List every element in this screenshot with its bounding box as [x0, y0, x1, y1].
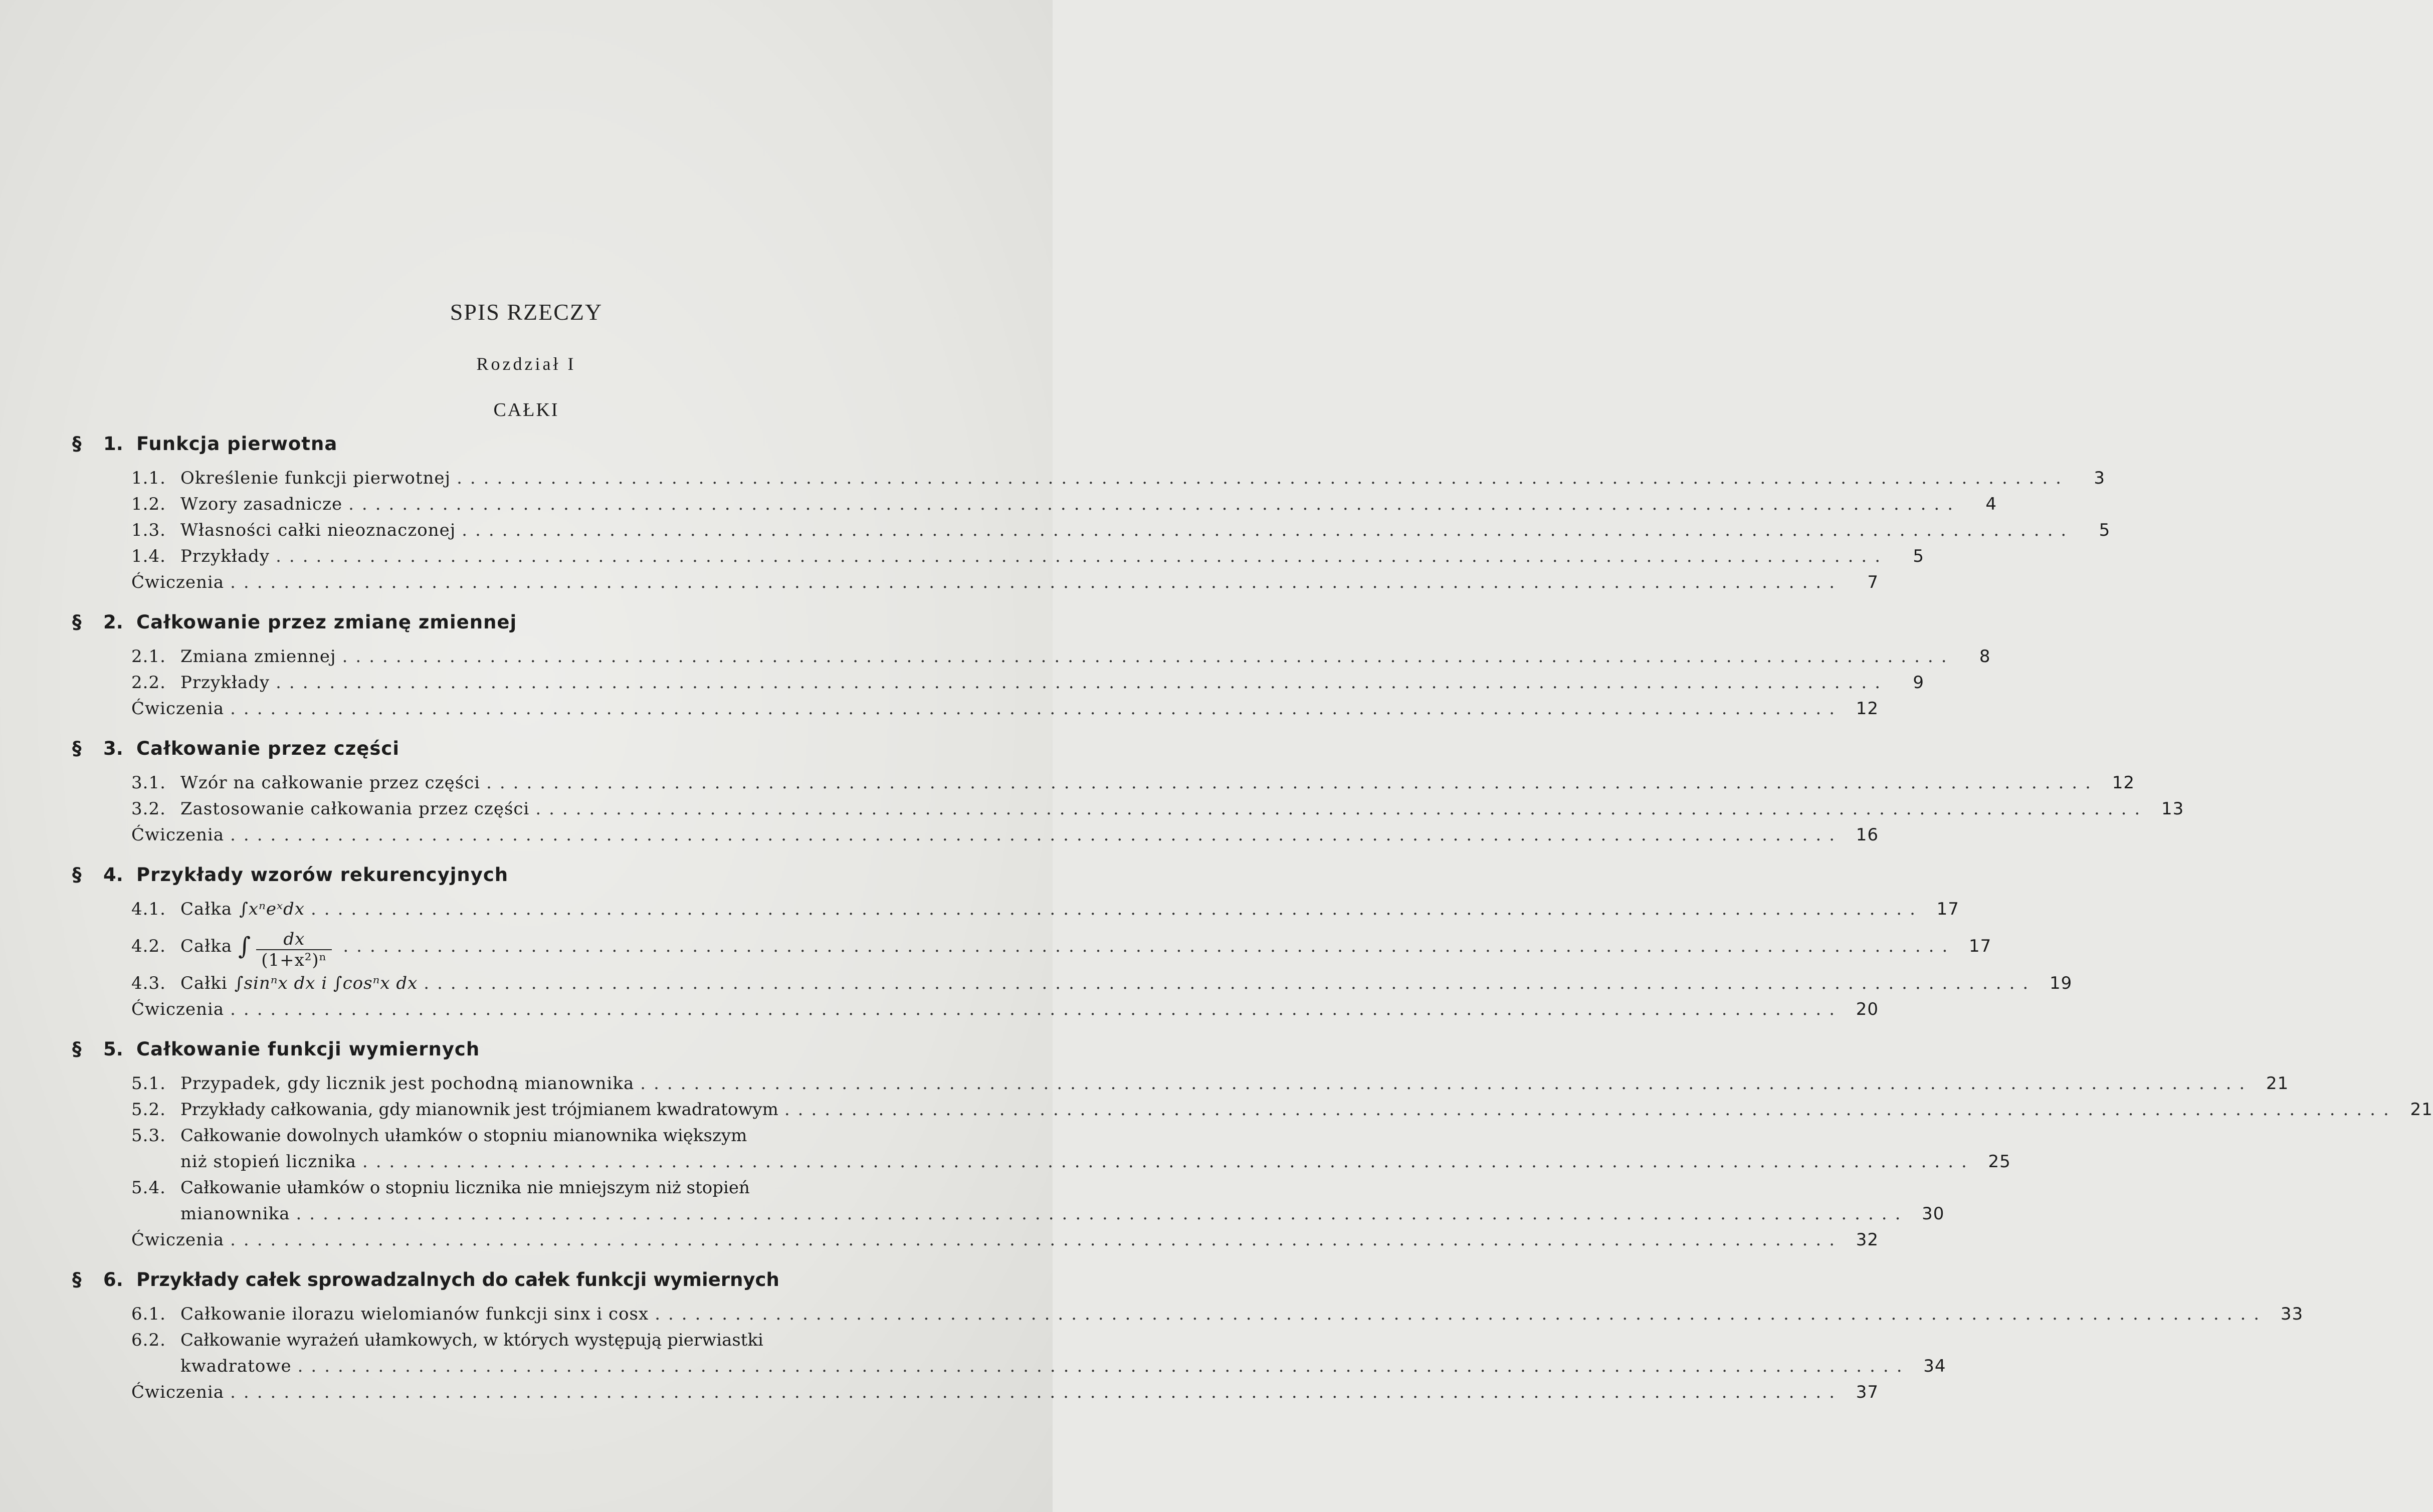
- entry-label: Ćwiczenia: [131, 999, 225, 1019]
- section-title: Całkowanie przez zmianę zmiennej: [136, 611, 517, 633]
- toc-entry[interactable]: [131, 569, 1879, 595]
- entry-page: 20: [1856, 999, 1879, 1019]
- entry-number: 4.3.: [131, 973, 166, 993]
- section-number: 1.: [103, 433, 123, 455]
- formula-denominator: (1+x²)ⁿ: [256, 949, 332, 970]
- leader-dots: ........................................................................................................................: [230, 825, 1843, 845]
- entry-label: Przykłady całkowania, gdy mianownik jest trójmianem kwadratowym: [180, 1100, 778, 1120]
- toc-entry[interactable]: [131, 1301, 2304, 1327]
- toc-entry[interactable]: [131, 1097, 2433, 1123]
- leader-dots: ........................................................................................................................: [276, 673, 1889, 693]
- entry-number: 5.2.: [131, 1100, 166, 1120]
- section-1: [0, 429, 2111, 595]
- entry-label-line1: Całkowanie wyrażeń ułamkowych, w których występują pierwiastki: [180, 1330, 763, 1350]
- entry-page: 34: [1923, 1356, 1946, 1376]
- entry-number: 3.1.: [131, 773, 166, 793]
- toc-entry[interactable]: [131, 796, 2184, 822]
- chapter-name: CAŁKI: [493, 399, 559, 420]
- entry-page: 17: [1936, 899, 1959, 919]
- entry-page: 9: [1913, 673, 1925, 693]
- leader-dots: ........................................................................................................................: [457, 468, 2069, 488]
- leader-dots: ........................................................................................................................: [311, 899, 1923, 919]
- entry-number: 5.3.: [131, 1126, 166, 1146]
- entry-label: Całki: [180, 973, 228, 993]
- section-number: 6.: [103, 1269, 123, 1290]
- entry-page: 3: [2094, 468, 2105, 488]
- entry-label: Przykłady: [180, 673, 270, 693]
- entry-label: Ćwiczenia: [131, 1230, 225, 1250]
- entry-number: 2.2.: [131, 673, 166, 693]
- leader-dots: ........................................................................................................................: [230, 699, 1843, 719]
- toc-entry[interactable]: [131, 696, 1879, 722]
- entry-label: Ćwiczenia: [131, 699, 225, 719]
- entry-label: Ćwiczenia: [131, 1382, 225, 1402]
- toc-entry[interactable]: [131, 770, 2135, 796]
- section-6: [0, 1265, 2304, 1405]
- entry-page: 25: [1988, 1152, 2011, 1172]
- toc-entry[interactable]: [131, 491, 1997, 517]
- section-number: 4.: [103, 864, 123, 886]
- chapter-label: Rozdział I: [476, 354, 576, 374]
- page-title: SPIS RZECZY: [450, 299, 603, 325]
- section-mark: §: [72, 864, 82, 886]
- entry-page: 13: [2161, 799, 2184, 819]
- leader-dots: ........................................................................................................................: [297, 1356, 1910, 1376]
- entry-label: Zmiana zmiennej: [180, 646, 336, 667]
- entry-page: 33: [2280, 1304, 2304, 1324]
- toc-entry[interactable]: [131, 822, 1879, 848]
- entry-number: 5.4.: [131, 1178, 166, 1198]
- entry-page: 17: [1969, 936, 1992, 956]
- leader-dots: ........................................................................................................................: [348, 494, 1961, 514]
- section-number: 3.: [103, 738, 123, 759]
- entry-page: 21: [2266, 1073, 2289, 1094]
- section-heading: [0, 734, 1053, 764]
- entry-page: 21: [2410, 1100, 2433, 1120]
- section-3: [0, 734, 2184, 848]
- entry-label: Przypadek, gdy licznik jest pochodną mianownika: [180, 1073, 635, 1094]
- toc-entry[interactable]: [131, 670, 1925, 696]
- section-mark: §: [72, 433, 82, 455]
- entry-page: 16: [1856, 825, 1879, 845]
- entry-page: 19: [2049, 973, 2073, 993]
- entry-label-line1: Całkowanie ułamków o stopniu licznika nie mniejszym niż stopień: [180, 1178, 750, 1198]
- integral-sign-icon: ∫: [238, 932, 252, 960]
- entry-number: 6.2.: [131, 1330, 166, 1350]
- leader-dots: ........................................................................................................................: [343, 936, 1956, 956]
- toc-entry[interactable]: [131, 896, 1959, 922]
- toc-entry[interactable]: [131, 543, 1925, 569]
- entry-label: Wzory zasadnicze: [180, 494, 343, 514]
- entry-page: 30: [1922, 1204, 1945, 1224]
- entry-number: 1.2.: [131, 494, 166, 514]
- entry-page: 5: [1913, 546, 1925, 566]
- toc-entry[interactable]: [131, 1327, 1946, 1379]
- section-number: 2.: [103, 611, 123, 633]
- entry-number: 5.1.: [131, 1073, 166, 1094]
- leader-dots: ........................................................................................................................: [342, 646, 1955, 667]
- entry-label: Zastosowanie całkowania przez części: [180, 799, 530, 819]
- entry-label: Określenie funkcji pierwotnej: [180, 468, 451, 488]
- section-4: [0, 860, 2073, 1022]
- entry-label-line2: mianownika: [180, 1204, 290, 1224]
- entry-number: 4.1.: [131, 899, 166, 919]
- section-2: [0, 607, 1991, 722]
- entry-label-line2: kwadratowe: [180, 1356, 292, 1376]
- entry-label: Ćwiczenia: [131, 572, 225, 592]
- leader-dots: ........................................................................................................................: [230, 999, 1843, 1019]
- entry-number: 1.4.: [131, 546, 166, 566]
- entry-page: 37: [1856, 1382, 1879, 1402]
- section-heading: [0, 1034, 1053, 1064]
- entry-page: 32: [1856, 1230, 1879, 1250]
- leader-dots: ........................................................................................................................: [276, 546, 1889, 566]
- section-mark: §: [72, 611, 82, 633]
- leader-dots: ........................................................................................................................: [230, 1382, 1843, 1402]
- toc-entry[interactable]: [131, 1123, 2011, 1175]
- leader-dots: ........................................................................................................................: [535, 799, 2148, 819]
- section-heading: [0, 429, 1053, 459]
- table-of-contents: [0, 429, 2433, 1412]
- leader-dots: ........................................................................................................................: [486, 773, 2099, 793]
- section-heading: [0, 1265, 1053, 1295]
- entry-formula: ∫xⁿeˣdx: [239, 899, 305, 919]
- entry-formula: ∫sinⁿx dx i ∫cosⁿx dx: [234, 973, 418, 993]
- leader-dots: ........................................................................................................................: [230, 572, 1843, 592]
- entry-label: Wzór na całkowanie przez części: [180, 773, 481, 793]
- toc-entry[interactable]: [131, 1379, 1879, 1405]
- toc-entry[interactable]: [131, 1070, 2289, 1097]
- toc-entry[interactable]: [131, 517, 2111, 543]
- section-heading: [0, 607, 1053, 637]
- leader-dots: ........................................................................................................................: [296, 1204, 1909, 1224]
- section-5: [0, 1034, 2433, 1253]
- entry-formula-fraction: [256, 929, 332, 970]
- entry-label: Ćwiczenia: [131, 825, 225, 845]
- entry-page: 4: [1985, 494, 1997, 514]
- toc-entry[interactable]: [131, 970, 2073, 996]
- section-title: Całkowanie funkcji wymiernych: [136, 1038, 480, 1060]
- entry-page: 8: [1979, 646, 1991, 667]
- entry-label: Przykłady: [180, 546, 270, 566]
- entry-number: 1.1.: [131, 468, 166, 488]
- leader-dots: ........................................................................................................................: [784, 1100, 2397, 1120]
- section-title: Całkowanie przez części: [136, 738, 400, 759]
- leader-dots: ........................................................................................................................: [462, 520, 2075, 540]
- toc-entry[interactable]: [131, 465, 2105, 491]
- entry-number: 6.1.: [131, 1304, 166, 1324]
- entry-number: 1.3.: [131, 520, 166, 540]
- entry-label: Całka: [180, 899, 233, 919]
- formula-numerator: dx: [283, 929, 305, 949]
- toc-entry[interactable]: [131, 996, 1879, 1022]
- leader-dots: ........................................................................................................................: [362, 1152, 1975, 1172]
- section-mark: §: [72, 1038, 82, 1060]
- section-heading: [0, 860, 1053, 890]
- toc-entry[interactable]: [131, 1175, 1945, 1227]
- section-mark: §: [72, 1269, 82, 1290]
- entry-page: 12: [1856, 699, 1879, 719]
- entry-label: Własności całki nieoznaczonej: [180, 520, 456, 540]
- entry-label: Całkowanie ilorazu wielomianów funkcji sinx i cosx: [180, 1304, 649, 1324]
- toc-entry[interactable]: [131, 1227, 1879, 1253]
- entry-page: 12: [2112, 773, 2135, 793]
- toc-entry[interactable]: [131, 922, 1992, 970]
- entry-label: Całka: [180, 936, 233, 956]
- section-mark: §: [72, 738, 82, 759]
- section-title: Funkcja pierwotna: [136, 433, 338, 455]
- entry-label-line1: Całkowanie dowolnych ułamków o stopniu mianownika większym: [180, 1126, 747, 1146]
- leader-dots: ........................................................................................................................: [655, 1304, 2268, 1324]
- leader-dots: ........................................................................................................................: [230, 1230, 1843, 1250]
- entry-number: 3.2.: [131, 799, 166, 819]
- leader-dots: ........................................................................................................................: [424, 973, 2037, 993]
- section-title: Przykłady całek sprowadzalnych do całek funkcji wymiernych: [136, 1269, 779, 1290]
- entry-number: 4.2.: [131, 936, 166, 956]
- section-title: Przykłady wzorów rekurencyjnych: [136, 864, 509, 886]
- entry-page: 5: [2099, 520, 2111, 540]
- entry-page: 7: [1867, 572, 1879, 592]
- leader-dots: ........................................................................................................................: [640, 1073, 2253, 1094]
- toc-entry[interactable]: [131, 643, 1991, 670]
- section-number: 5.: [103, 1038, 123, 1060]
- entry-number: 2.1.: [131, 646, 166, 667]
- entry-label-line2: niż stopień licznika: [180, 1152, 356, 1172]
